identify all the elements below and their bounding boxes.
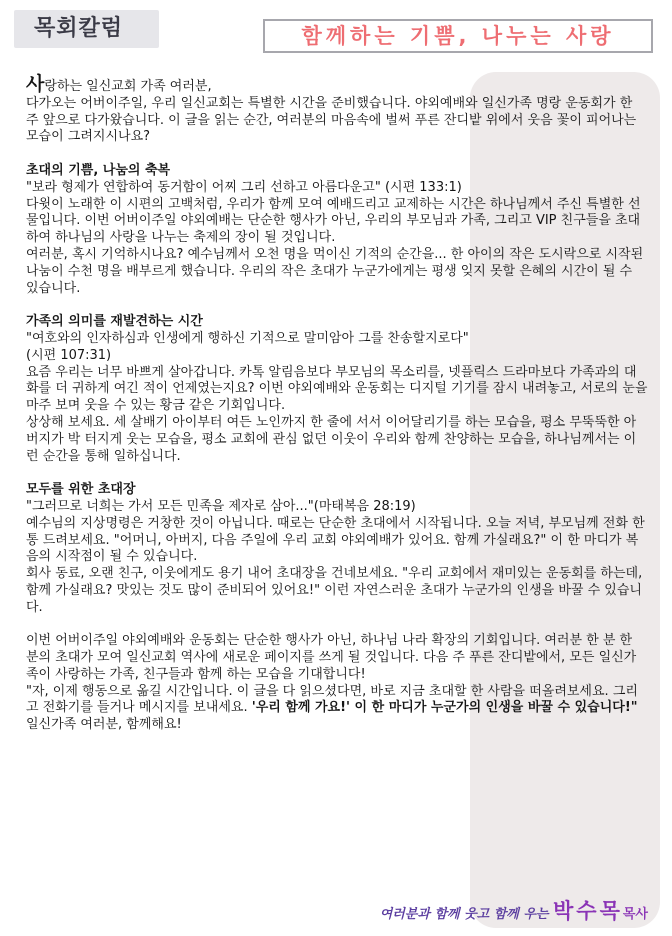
signature-prefix: 여러분과 함께 웃고 함께 우는: [379, 907, 554, 922]
header: [0, 0, 672, 62]
sign-off: 일신가족 여러분, 함께해요!: [26, 717, 182, 733]
signature-name: 박수목: [553, 898, 623, 923]
section-3-quote: "그러므로 너희는 가서 모든 민족을 제자로 삼아..."(마태복음 28:19): [26, 498, 416, 514]
section-2-quote: "여호와의 인자하심과 인생에게 행하신 기적으로 말미암아 그를 찬송할지로다": [26, 330, 469, 346]
section-1-title: 초대의 기쁨, 나눔의 축복: [26, 162, 171, 178]
intro-paragraph: 다가오는 어버이주일, 우리 일신교회는 특별한 시간을 준비했습니다. 야외예배와 일신가족 명랑 운동회가 한 주 앞으로 다가왔습니다. 이 글을 읽는 순간, 여러분의 마음속에 벌써 푸른 잔디밭 위에서 웃음 꽃이 피어나는 모습이 그려지시나요?: [26, 95, 637, 145]
section-2-paragraph-1: 요즘 우리는 너무 바쁘게 살아갑니다. 카톡 알림음보다 부모님의 목소리를, 넷플릭스 드라마보다 가족과의 대화를 더 귀하게 여긴 적이 언제였는지요? 이번 야외예배와 운동회는 디지털 기기를 잠시 내려놓고, 서로의 눈을 마주 보며 웃을 수 있는 황금 같은 기회입니다.: [26, 364, 648, 414]
section-3-paragraph-2: 회사 동료, 오랜 친구, 이웃에게도 용기 내어 초대장을 건네보세요. "우리 교회에서 재미있는 운동회를 하는데, 함께 가실래요? 맛있는 것도 많이 준비되어 있어요!" 이런 자연스러운 초대가 누군가의 인생을 바꿀 수 있습니다.: [26, 566, 643, 615]
greeting-text: 랑하는 일신교회 가족 여러분,: [44, 79, 212, 94]
closing-paragraph-2: [26, 684, 648, 718]
section-3-paragraph-1: 예수님의 지상명령은 거창한 것이 아닙니다. 때로는 단순한 초대에서 시작됩니다. 오늘 저녁, 부모님께 전화 한 통 드려보세요. "어머니, 아버지, 다음 주일에 우리 교회 야외예배가 있어요. 함께 가실래요?" 이 한 마디가 복음의 시작점이 될 수 있습니다.: [26, 515, 645, 565]
section-1-quote: "보라 형제가 연합하여 동거함이 어찌 그리 선하고 아름다운고" (시편 133:1): [26, 179, 462, 195]
greeting: [26, 73, 648, 96]
section-2-quote-ref: (시편 107:31): [26, 347, 112, 363]
closing-call-emphasis: '우리 함께 가요!' 이 한 마디가 누군가의 인생을 바꿀 수 있습니다!": [251, 700, 638, 716]
section-3-title: 모두를 위한 초대장: [26, 482, 136, 498]
signature-title: 목사: [622, 907, 648, 922]
column-tag: 목회칼럼: [14, 10, 159, 48]
column-body: [26, 73, 648, 734]
closing-call-text: "자, 이제 행동으로 옮길 시간입니다. 이 글을 다 읽으셨다면, 바로 지금 초대할 한 사람을 떠올려보세요. 그리고 전화기를 들거나 메시지를 보내세요.: [26, 683, 638, 716]
closing-paragraph-1: 이번 어버이주일 야외예배와 운동회는 단순한 행사가 아닌, 하나님 나라 확장의 기회입니다. 여러분 한 분 한 분의 초대가 모여 일신교회 역사에 새로운 페이지를 쓰게 될 것입니다. 다음 주 푸른 잔디밭에서, 모든 일신가족이 사랑하는 가족, 친구들과 함께 하는 모습을 기대합니다!: [26, 633, 637, 682]
section-1-paragraph-1: 다윗이 노래한 이 시편의 고백처럼, 우리가 함께 모여 예배드리고 교제하는 시간은 하나님께서 주신 특별한 선물입니다. 이번 어버이주일 야외예배는 단순한 행사가 아닌, 우리의 부모님과 가족, 그리고 VIP 친구들을 초대하여 하나님의 사랑을 나누는 축제의 장이 될 것입니다.: [26, 196, 641, 246]
greeting-initial: 사: [26, 73, 45, 95]
section-1-paragraph-2: 여러분, 혹시 기억하시나요? 예수님께서 오천 명을 먹이신 기적의 순간을... 한 아이의 작은 도시락으로 시작된 나눔이 수천 명을 배부르게 했습니다. 우리의 작은 초대가 누군가에게는 평생 잊지 못할 은혜의 시간이 될 수 있습니다.: [26, 246, 644, 296]
slogan-banner: 함께하는 기쁨, 나누는 사랑: [263, 19, 653, 53]
section-2-title: 가족의 의미를 재발견하는 시간: [26, 314, 203, 330]
signature: [318, 895, 648, 925]
section-2-paragraph-2: 상상해 보세요. 세 살배기 아이부터 여든 노인까지 한 줄에 서서 이어달리기를 하는 모습을, 평소 무뚝뚝한 아버지가 박 터지게 웃는 모습을, 평소 교회에 관심 없던 이웃이 우리와 함께 찬양하는 모습을, 하나님께서는 이런 순간을 통해 일하십니다.: [26, 414, 637, 464]
